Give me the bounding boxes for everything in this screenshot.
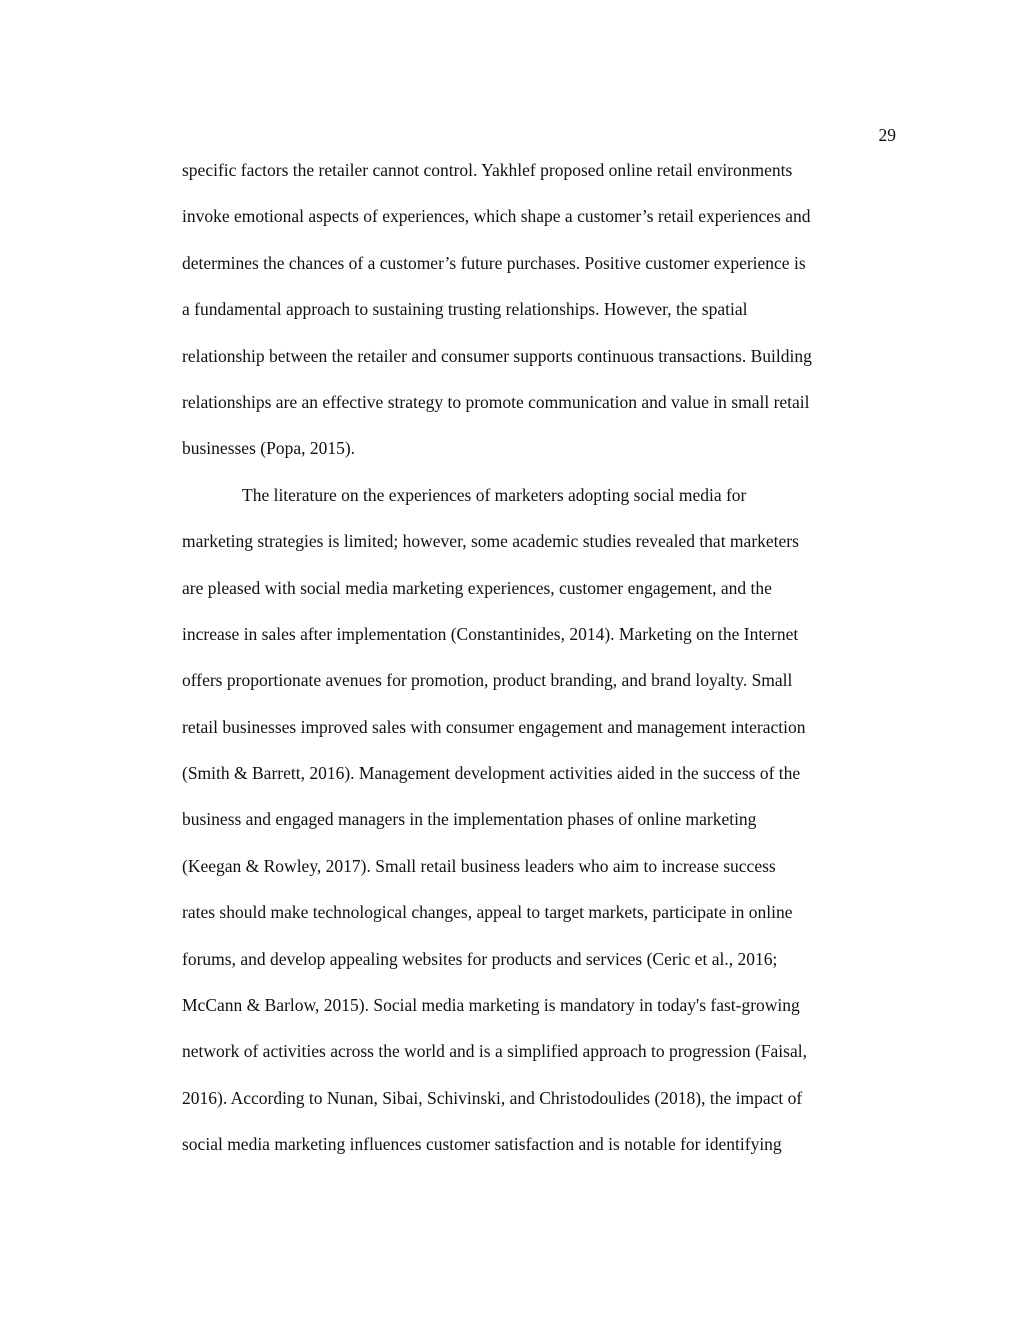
text-line: invoke emotional aspects of experiences, which shape a customer’s retail experiences and (182, 206, 811, 227)
text-line: determines the chances of a customer’s future purchases. Positive customer experience is (182, 252, 806, 273)
text-line: are pleased with social media marketing experiences, customer engagement, and the (182, 577, 772, 598)
page-number: 29 (878, 125, 896, 145)
text-line: increase in sales after implementation (Constantinides, 2014). Marketing on the Internet (182, 623, 799, 644)
text-line: 2016). According to Nunan, Sibai, Schivinski, and Christodoulides (2018), the impact of (182, 1087, 803, 1108)
text-line: (Keegan & Rowley, 2017). Small retail business leaders who aim to increase success (182, 855, 776, 876)
text-line: retail businesses improved sales with consumer engagement and management interaction (182, 716, 806, 737)
text-line: social media marketing influences customer satisfaction and is notable for identifying (182, 1134, 782, 1155)
text-line: (Smith & Barrett, 2016). Management development activities aided in the success of the (182, 763, 801, 784)
text-line: network of activities across the world and is a simplified approach to progression (Faisal, (182, 1041, 807, 1062)
body-text (182, 155, 922, 1176)
text-line: McCann & Barlow, 2015). Social media marketing is mandatory in today's fast-growing (182, 995, 800, 1016)
text-line: business and engaged managers in the implementation phases of online marketing (182, 809, 757, 830)
text-line: relationships are an effective strategy to promote communication and value in small retail (182, 391, 810, 412)
text-line: marketing strategies is limited; however, some academic studies revealed that marketers (182, 531, 799, 552)
text-line: a fundamental approach to sustaining trusting relationships. However, the spatial (182, 299, 748, 320)
text-line: businesses (Popa, 2015). (182, 438, 356, 459)
text-line: forums, and develop appealing websites for products and services (Ceric et al., 2016; (182, 948, 778, 969)
paragraph-first-line: The literature on the experiences of marketers adopting social media for (242, 484, 747, 505)
text-line: specific factors the retailer cannot control. Yakhlef proposed online retail environments (182, 160, 793, 180)
text-line: offers proportionate avenues for promotion, product branding, and brand loyalty. Small (182, 670, 793, 691)
text-line: relationship between the retailer and consumer supports continuous transactions. Building (182, 345, 812, 366)
text-line: rates should make technological changes, appeal to target markets, participate in online (182, 902, 793, 923)
